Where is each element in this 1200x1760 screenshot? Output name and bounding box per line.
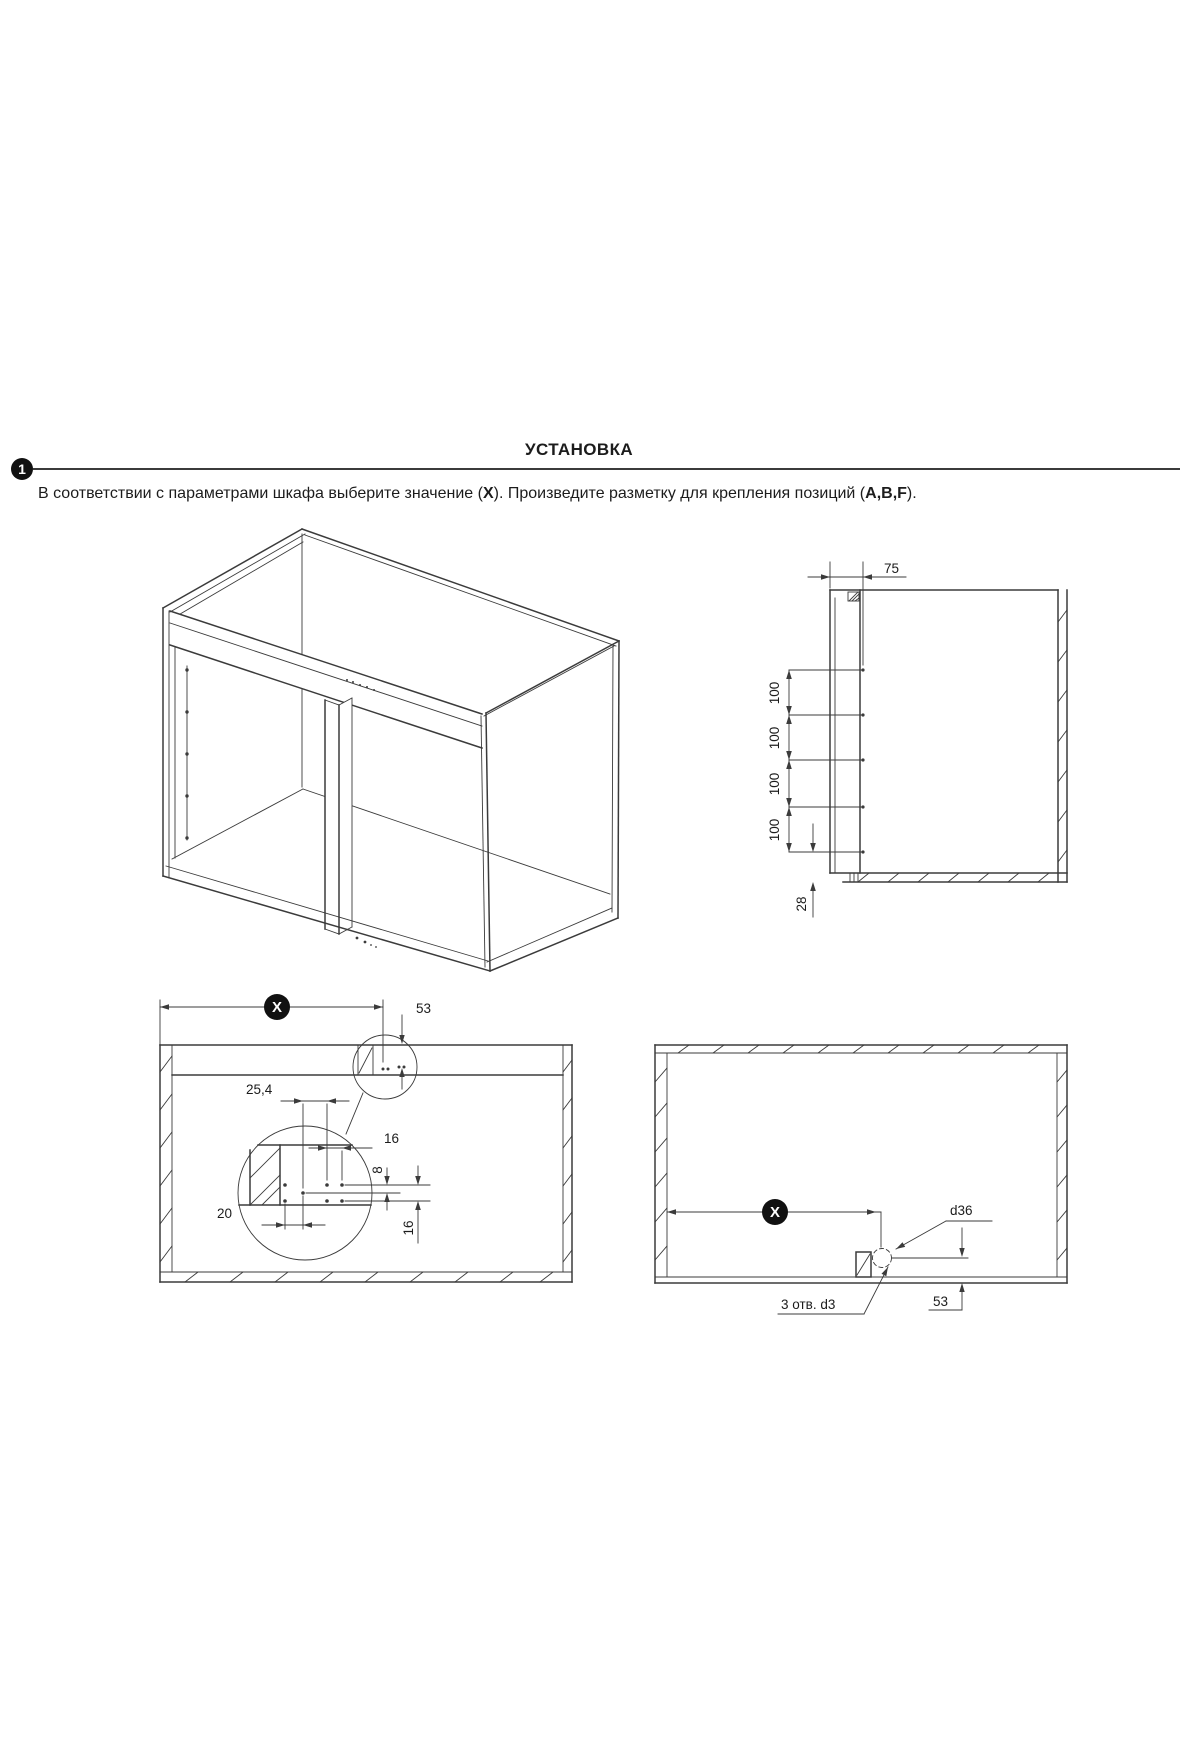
hole-diameter-label: d36 (950, 1203, 973, 1218)
instruction-positions: A,B,F (865, 485, 907, 502)
dim-label-25-4: 25,4 (246, 1082, 273, 1097)
dim-label-100: 100 (767, 772, 782, 796)
dim-label-100: 100 (767, 681, 782, 705)
page-title: УСТАНОВКА (524, 440, 634, 459)
instruction-part1: В соответствии с параметрами шкафа выберите значение ( (38, 485, 483, 502)
x-badge: X (769, 1204, 781, 1221)
dim-label-100: 100 (767, 818, 782, 842)
hatch-lines (1058, 610, 1067, 862)
bottom-panel-plan-view (160, 994, 572, 1282)
hatch-lines (250, 1148, 280, 1205)
side-panel-plan-view (655, 1045, 1067, 1314)
hatch-lines (160, 1056, 572, 1282)
instruction-part3: ). (906, 485, 917, 502)
dim-label-16-top: 16 (384, 1131, 400, 1146)
instruction-x-var: X (482, 485, 494, 502)
dim-label-16-side: 16 (401, 1220, 416, 1236)
side-section-view (767, 561, 1067, 917)
dim-label-8: 8 (370, 1166, 385, 1174)
dim-label-75: 75 (884, 561, 900, 576)
hatch-lines (858, 873, 1049, 882)
hatch-lines (655, 1045, 1067, 1260)
step-number-badge: 1 (11, 458, 33, 480)
x-badge: X (271, 999, 283, 1016)
holes-note-label: 3 отв. d3 (781, 1297, 836, 1312)
isometric-cabinet-view (163, 529, 619, 971)
dim-label-28: 28 (794, 896, 809, 912)
dim-label-53: 53 (416, 1001, 432, 1016)
dim-label-53: 53 (933, 1294, 949, 1309)
instruction-part2: ). Произведите разметку для крепления позиций ( (493, 485, 866, 502)
dim-label-20: 20 (217, 1206, 233, 1221)
dim-label-100: 100 (767, 726, 782, 750)
